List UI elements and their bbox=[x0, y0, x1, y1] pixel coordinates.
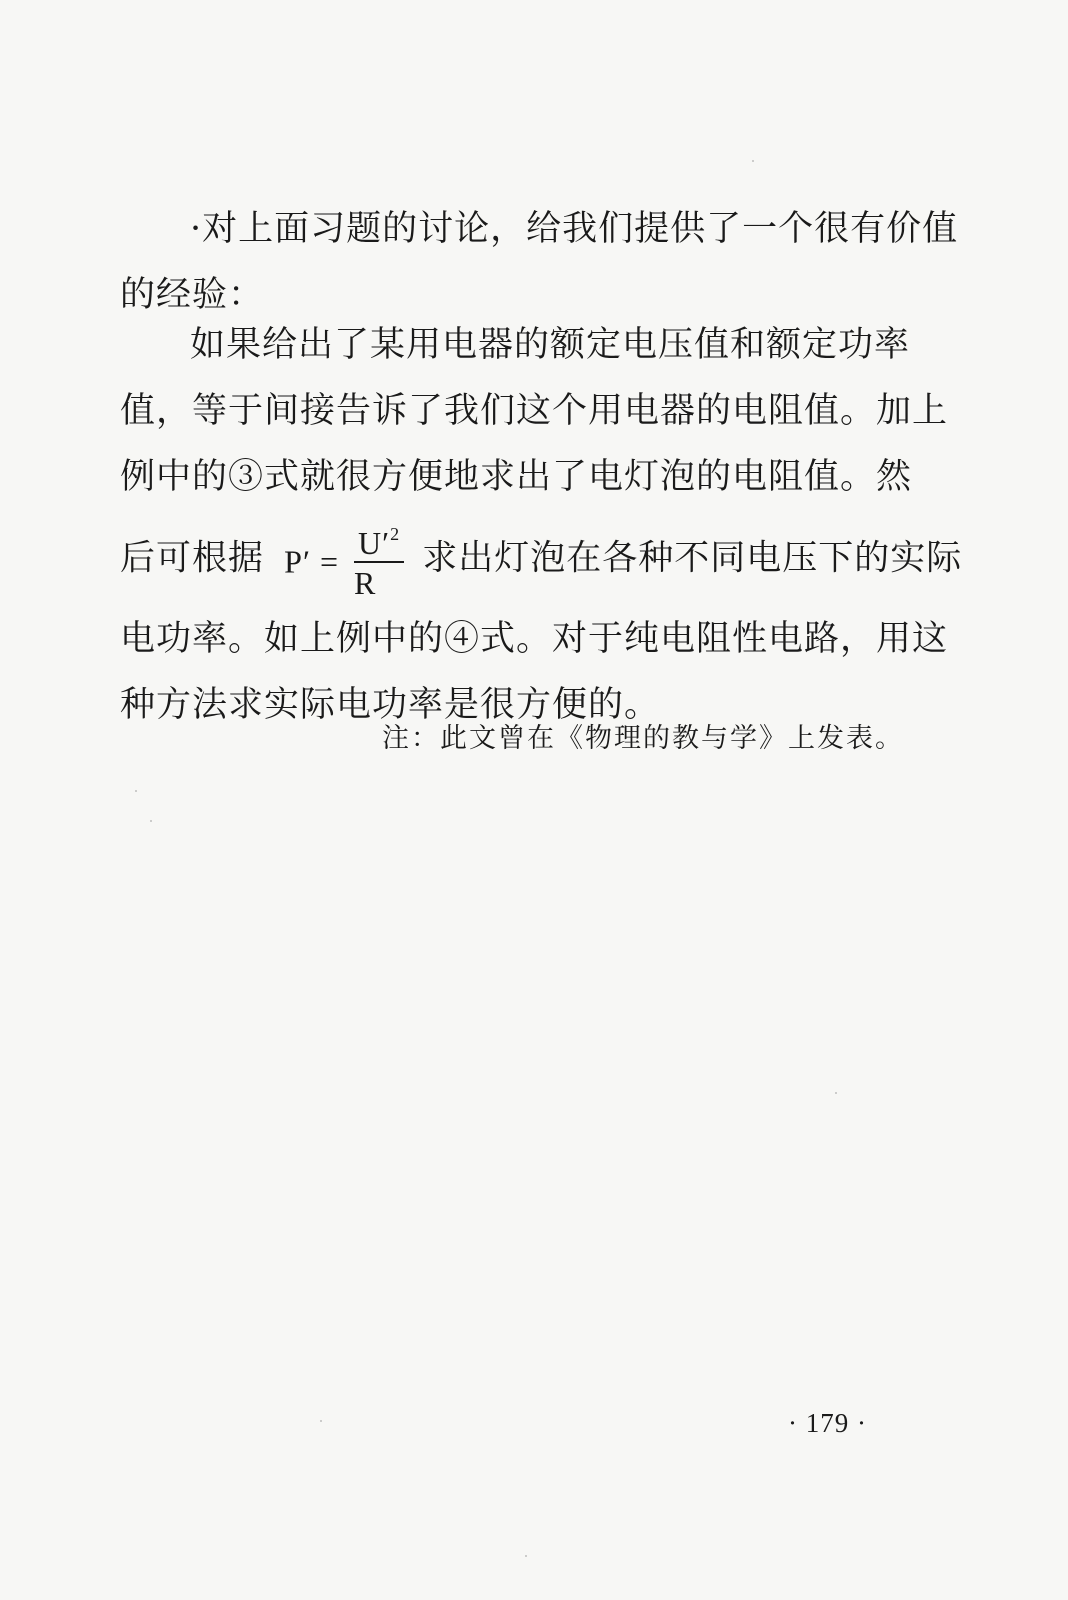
fraction-denominator: R bbox=[354, 564, 377, 601]
publication-note: 注：此文曾在《物理的教与学》上发表。 bbox=[382, 723, 904, 754]
paragraph-line: ·对上面习题的讨论，给我们提供了一个很有价值 bbox=[190, 209, 959, 249]
formula-fraction bbox=[354, 525, 404, 599]
paragraph-line: 值，等于间接告诉了我们这个用电器的电阻值。加上 bbox=[120, 391, 949, 431]
paragraph-line: 例中的③式就很方便地求出了电灯泡的电阻值。然 bbox=[120, 457, 913, 497]
numerator-exponent: 2 bbox=[390, 523, 401, 544]
paragraph-line: 的经验： bbox=[120, 275, 265, 315]
formula-lead-text: 后可根据 bbox=[120, 538, 265, 579]
fraction-numerator bbox=[354, 525, 404, 563]
scan-speck bbox=[752, 160, 754, 162]
paragraph-method bbox=[120, 312, 963, 738]
scan-speck bbox=[320, 1420, 322, 1422]
page-number: · 179 · bbox=[788, 1408, 867, 1438]
formula-lhs: P′ = bbox=[284, 543, 339, 580]
body-text-main bbox=[120, 312, 963, 738]
paragraph-line: 电功率。如上例中的④式。对于纯电阻性电路，用这 bbox=[120, 619, 949, 659]
scan-speck bbox=[135, 790, 137, 792]
formula-trail-text: 求出灯泡在各种不同电压下的实际 bbox=[422, 538, 963, 579]
body-text bbox=[120, 196, 959, 328]
formula-line bbox=[120, 510, 963, 606]
paragraph-line: 如果给出了某用电器的额定电压值和额定功率 bbox=[190, 325, 911, 365]
paragraph-line: 种方法求实际电功率是很方便的。 bbox=[120, 685, 661, 725]
scan-speck bbox=[835, 1092, 837, 1094]
paragraph-discussion bbox=[120, 196, 959, 328]
scan-speck bbox=[525, 1555, 527, 1557]
scan-speck bbox=[150, 820, 152, 822]
power-formula bbox=[284, 510, 404, 610]
numerator-symbol: U′ bbox=[358, 524, 391, 561]
